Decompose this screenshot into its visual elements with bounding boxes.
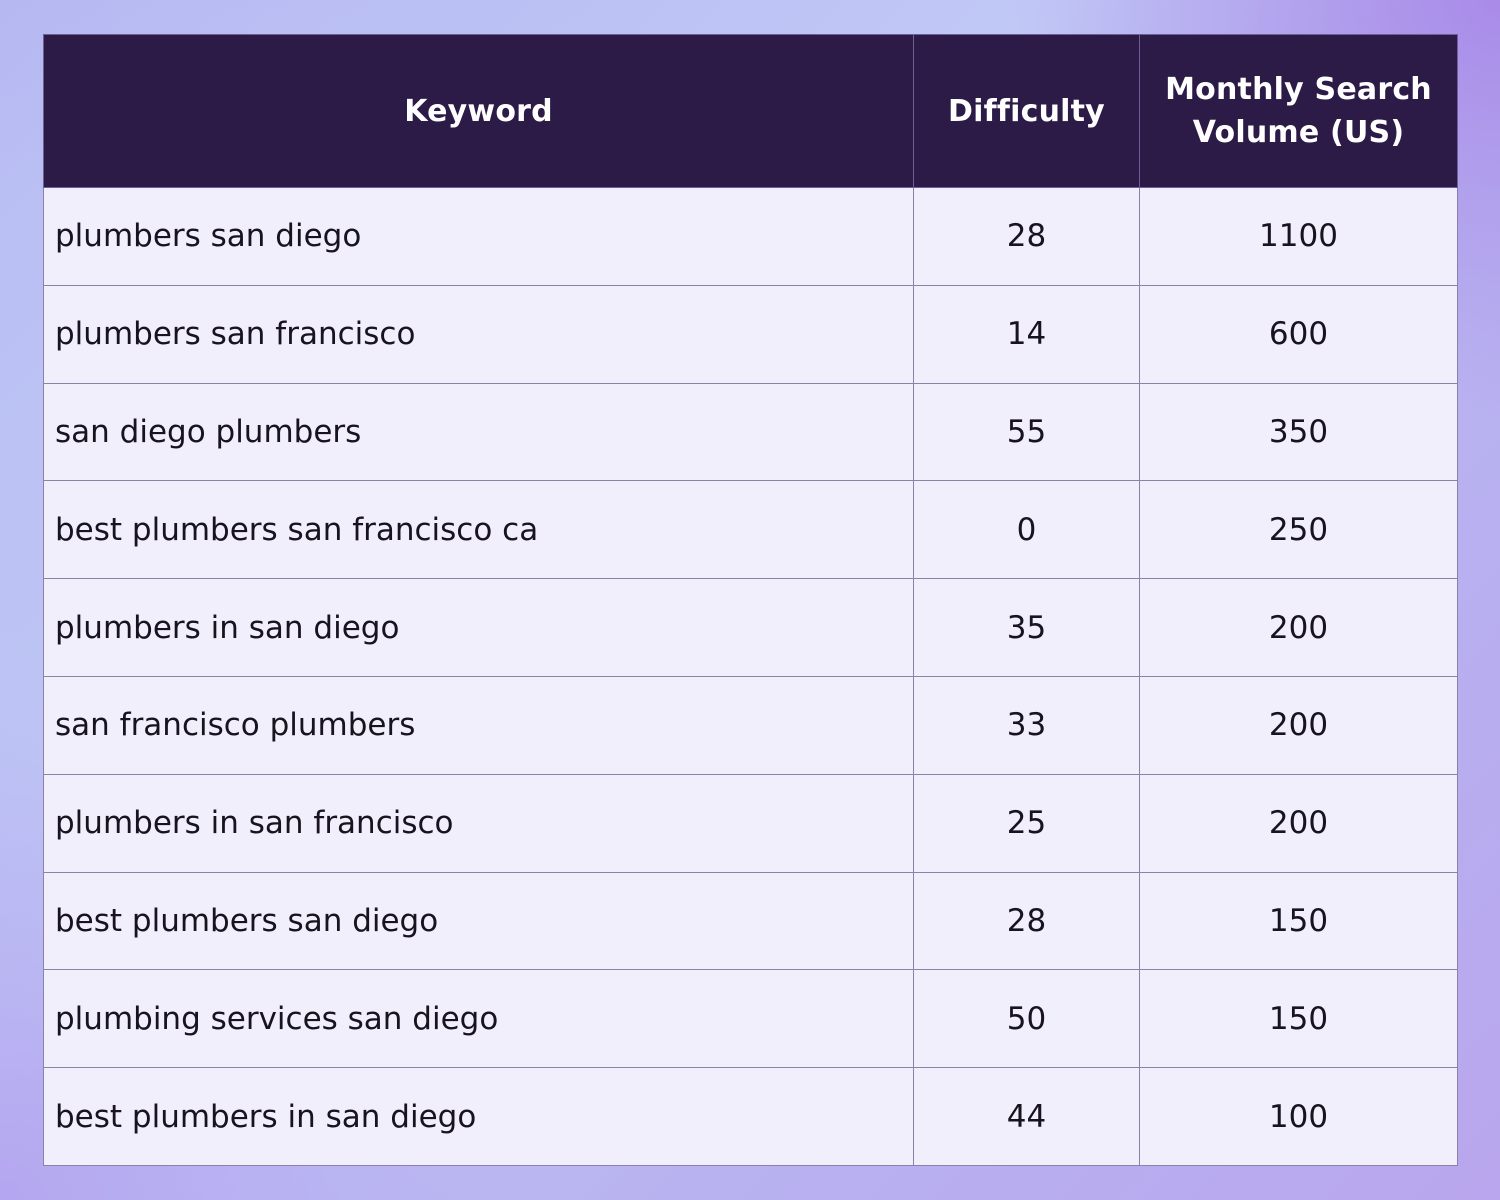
keyword-cell: plumbers san francisco (44, 285, 914, 383)
difficulty-cell: 50 (914, 970, 1140, 1068)
column-header-volume: Monthly Search Volume (US) (1140, 35, 1458, 188)
difficulty-cell: 35 (914, 579, 1140, 677)
keyword-cell: plumbers in san diego (44, 579, 914, 677)
keyword-table (43, 34, 1458, 1166)
volume-cell: 250 (1140, 481, 1458, 579)
volume-cell: 200 (1140, 579, 1458, 677)
table-row (44, 383, 1458, 481)
volume-cell: 200 (1140, 774, 1458, 872)
column-header-keyword: Keyword (44, 35, 914, 188)
keyword-cell: plumbers in san francisco (44, 774, 914, 872)
keyword-cell: plumbers san diego (44, 188, 914, 286)
volume-cell: 350 (1140, 383, 1458, 481)
table-row (44, 970, 1458, 1068)
keyword-cell: san diego plumbers (44, 383, 914, 481)
volume-cell: 200 (1140, 676, 1458, 774)
volume-cell: 100 (1140, 1068, 1458, 1166)
column-header-difficulty: Difficulty (914, 35, 1140, 188)
table-body (44, 188, 1458, 1166)
difficulty-cell: 44 (914, 1068, 1140, 1166)
header-row (44, 35, 1458, 188)
table-row (44, 774, 1458, 872)
volume-cell: 150 (1140, 872, 1458, 970)
difficulty-cell: 14 (914, 285, 1140, 383)
table-row (44, 1068, 1458, 1166)
table-row (44, 481, 1458, 579)
keyword-table-container (43, 34, 1457, 1166)
difficulty-cell: 25 (914, 774, 1140, 872)
difficulty-cell: 33 (914, 676, 1140, 774)
difficulty-cell: 28 (914, 188, 1140, 286)
difficulty-cell: 28 (914, 872, 1140, 970)
keyword-cell: best plumbers san diego (44, 872, 914, 970)
difficulty-cell: 0 (914, 481, 1140, 579)
keyword-cell: best plumbers in san diego (44, 1068, 914, 1166)
difficulty-cell: 55 (914, 383, 1140, 481)
volume-cell: 150 (1140, 970, 1458, 1068)
table-header (44, 35, 1458, 188)
table-row (44, 872, 1458, 970)
table-row (44, 188, 1458, 286)
keyword-cell: plumbing services san diego (44, 970, 914, 1068)
keyword-cell: best plumbers san francisco ca (44, 481, 914, 579)
volume-cell: 1100 (1140, 188, 1458, 286)
table-row (44, 285, 1458, 383)
volume-cell: 600 (1140, 285, 1458, 383)
table-row (44, 676, 1458, 774)
keyword-cell: san francisco plumbers (44, 676, 914, 774)
table-row (44, 579, 1458, 677)
